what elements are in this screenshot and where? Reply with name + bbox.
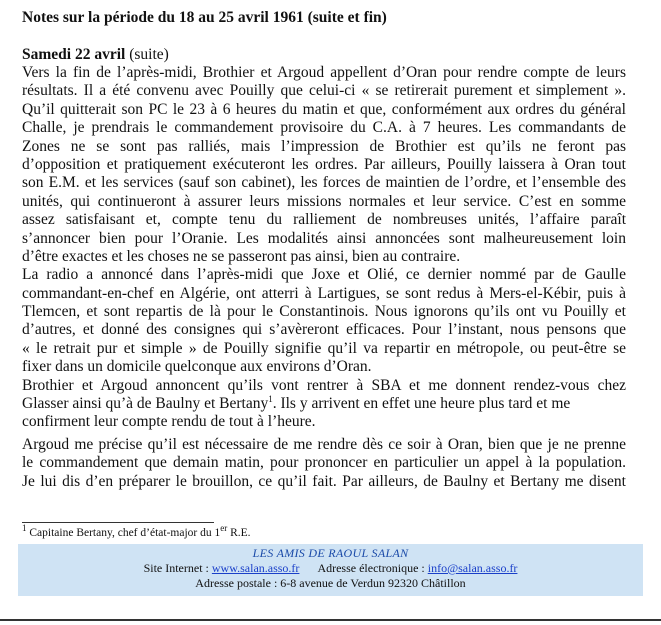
day-note: (suite) xyxy=(125,46,169,63)
footnote-separator xyxy=(22,522,214,523)
text-line: s’annoncer bien pour l’Oranie. Les modalités ainsi annoncées sont malheureusement loin xyxy=(22,229,626,247)
text-segment: Glasser ainsi qu’à de Baulny et Bertany xyxy=(22,395,269,413)
text-line: Brothier et Argoud annoncent qu’ils vont rentrer à SBA et me donnent rendez-vous chez xyxy=(22,376,626,394)
bottom-border xyxy=(0,619,661,621)
contact-line xyxy=(18,561,643,576)
footnote-text: Capitaine Bertany, chef d’état-major du 1 xyxy=(26,527,221,539)
text-line: fixer dans un domicile quelconque aux environs d’Oran. xyxy=(22,358,372,376)
text-line: Zones ne se sont pas ralliés, mais l’impression de Brothier est qu’ils ne feront pas xyxy=(22,137,626,155)
text-line: Je lui dis d’en préparer le brouillon, ce qu’il fait. Par ailleurs, de Baulny et Bertany me disent xyxy=(22,472,626,490)
text-line: Challe, je prendrais le commandement provisoire du C.A. à 7 heures. Les commandants de xyxy=(22,119,626,137)
body-text xyxy=(22,64,626,491)
text-line: Vers la fin de l’après-midi, Brothier et Argoud appellent d’Oran pour rendre compte de leurs xyxy=(22,64,626,81)
text-line: unités, qui continueront à assurer leurs missions normales et leur service. C’est en somme xyxy=(22,192,626,210)
page-footer xyxy=(18,544,643,596)
site-link[interactable]: www.salan.asso.fr xyxy=(211,561,300,575)
footnote-marker: 1 xyxy=(22,523,27,534)
text-line: d’autres, et donné des consignes qui s’avèreront efficaces. Pour l’instant, nous pensons que xyxy=(22,321,626,339)
footnote xyxy=(22,523,251,539)
text-line: d’être exactes et les choses ne se passeront pas ainsi, bien au contraire. xyxy=(22,247,461,265)
text-line: La radio a annoncé dans l’après-midi que Joxe et Olié, ce dernier nommé par de Gaulle xyxy=(22,266,626,284)
site-label: Site Internet : xyxy=(143,561,212,575)
text-line: confirment leur compte rendu de tout à l’heure. xyxy=(22,413,316,431)
footnote-tail: R.E. xyxy=(227,527,251,539)
day-heading xyxy=(22,46,169,64)
postal-address: Adresse postale : 6-8 avenue de Verdun 92320 Châtillon xyxy=(195,576,466,590)
text-line: le commandement que demain matin, pour prononcer en particulier un appel à la population. xyxy=(22,454,626,472)
association-name: LES AMIS DE RAOUL SALAN xyxy=(252,546,409,560)
email-label: Adresse électronique : xyxy=(317,561,428,575)
text-line: Argoud me précise qu’il est nécessaire de me rendre dès ce soir à Oran, bien que je ne prenne xyxy=(22,435,626,453)
text-line: Tlemcen, et sont repartis de là pour le Constantinois. Nous ignorons qu’ils ont vu Pouilly et xyxy=(22,303,626,321)
page-heading: Notes sur la période du 18 au 25 avril 1961 (suite et fin) xyxy=(22,9,387,26)
text-line: son E.M. et les services (sauf son cabinet), les forces de maintien de l’ordre, et l’ensemble des xyxy=(22,174,626,192)
footnote-superscript: er xyxy=(220,523,228,534)
footnote-reference: 1 xyxy=(268,393,273,404)
text-line: commandant-en-chef en Algérie, ont atterri à Lartigues, se sont redus à Mers-el-Kébir, puis à xyxy=(22,284,626,302)
email-link[interactable]: info@salan.asso.fr xyxy=(427,561,518,575)
day-title: Samedi 22 avril xyxy=(22,46,126,63)
text-line: « le retrait pur et simple » de Pouilly signifie qu’il va repartir en métropole, ou peut-être se xyxy=(22,339,626,357)
text-line: résultats. Il a été convenu avec Pouilly que celui-ci « se retirerait purement et simplement ». xyxy=(22,82,626,100)
text-line: d’opposition et pratiquement exécuteront les ordres. Par ailleurs, Pouilly laissera à Oran tout xyxy=(22,155,626,173)
text-segment: . Ils y arrivent en effet une heure plus tard et me xyxy=(272,395,571,413)
text-line-with-footnote xyxy=(22,395,626,413)
text-line: Qu’il quitterait son PC le 23 à 6 heures du matin et que, conformément aux ordres du général xyxy=(22,100,626,118)
text-line: assez satisfaisant et, compte tenu du ralliement de nombreuses unités, l’affaire paraît xyxy=(22,211,626,229)
